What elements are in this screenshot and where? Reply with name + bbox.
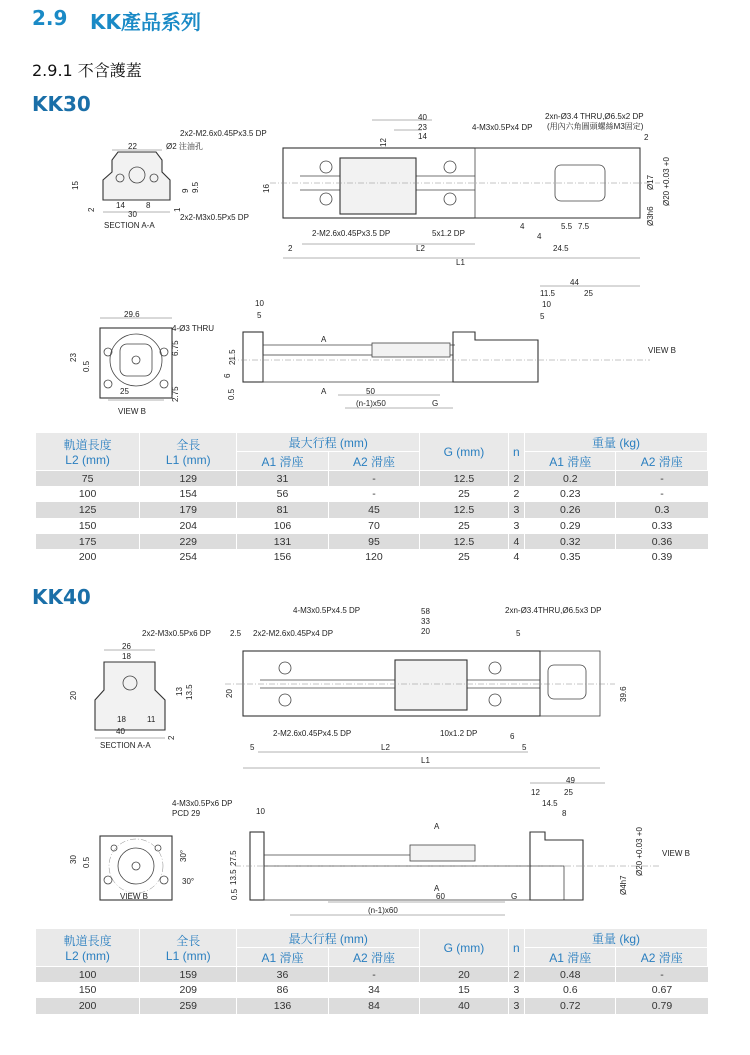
table-cell: 34 [328, 982, 419, 998]
dimension-label: G [432, 399, 439, 408]
table-cell: 0.39 [616, 549, 708, 565]
table-cell: 70 [328, 518, 419, 534]
dimension-label: 9 [181, 188, 190, 193]
dimension-label: 12 [531, 788, 540, 797]
table-cell: 40 [420, 998, 509, 1014]
table-cell: 120 [328, 549, 419, 565]
dimension-label: 5 [250, 743, 255, 752]
dimension-label: 25 [564, 788, 573, 797]
dimension-label: 8 [146, 201, 151, 210]
table-cell: 179 [140, 502, 237, 518]
dimension-label: 12 [379, 138, 388, 147]
dimension-label: 2.75 [171, 386, 180, 402]
dimension-label: L1 [421, 756, 430, 765]
dimension-label: 26 [122, 642, 131, 651]
table-cell: 0.33 [616, 518, 708, 534]
table-cell: 36 [237, 967, 328, 983]
dimension-label: L2 [416, 244, 425, 253]
table-cell: 0.3 [616, 502, 708, 518]
table-cell: 75 [36, 471, 140, 487]
dimension-label: 5x1.2 DP [432, 229, 465, 238]
table-row [36, 998, 708, 1014]
dimension-label: 10 [256, 807, 265, 816]
table-cell: 45 [328, 502, 419, 518]
dimension-label: 44 [570, 278, 579, 287]
table-cell: 175 [36, 534, 140, 550]
table-cell: 131 [237, 534, 328, 550]
col-stroke: 最大行程 (mm) [237, 433, 420, 452]
dimension-label: 50 [366, 387, 375, 396]
dimension-label: 20 [225, 689, 234, 698]
dimension-label: 18 [122, 652, 131, 661]
dimension-label: 58 [421, 607, 430, 616]
dimension-label: (用內六角圓頭螺絲M3固定) [547, 122, 644, 131]
table-cell: 0.67 [616, 982, 708, 998]
dimension-label: 2xn-Ø3.4 THRU,Ø6.5x2 DP [545, 112, 644, 121]
table-cell: 3 [508, 502, 524, 518]
dimension-label: G [511, 892, 518, 901]
table-cell: 3 [508, 982, 524, 998]
dimension-label: 13.5 [229, 869, 238, 885]
dimension-label: 14 [418, 132, 427, 141]
dimension-label: Ø4h7 [619, 875, 628, 895]
dimension-label: 18 [117, 715, 126, 724]
dimension-label: 40 [418, 113, 427, 122]
table-cell: 81 [237, 502, 328, 518]
table-row [36, 549, 708, 565]
table-row [36, 982, 708, 998]
table-cell: 56 [237, 486, 328, 502]
dimension-label: L2 [381, 743, 390, 752]
dimension-label: 10x1.2 DP [440, 729, 478, 738]
col-weight-a2: A2 滑座 [616, 452, 708, 471]
dimension-label: 6 [223, 373, 232, 378]
dimension-label: 15 [71, 181, 80, 190]
table-row [36, 486, 708, 502]
table-cell: 3 [508, 998, 524, 1014]
col-stroke: 最大行程 (mm) [237, 929, 420, 948]
col-n: n [508, 929, 524, 967]
table-row [36, 518, 708, 534]
table-cell: - [616, 967, 708, 983]
dimension-label: (n-1)x60 [368, 906, 398, 915]
dimension-label: 2-M2.6x0.45Px3.5 DP [312, 229, 391, 238]
dimension-label: 13 [175, 687, 184, 696]
kk40-spec-table [35, 928, 708, 1014]
table-cell: 84 [328, 998, 419, 1014]
table-cell: 254 [140, 549, 237, 565]
table-cell: 0.6 [525, 982, 616, 998]
table-cell: 200 [36, 998, 140, 1014]
dimension-label: 14.5 [542, 799, 558, 808]
dimension-label: 2x2-M3x0.5Px5 DP [180, 213, 249, 222]
table-cell: 106 [237, 518, 328, 534]
dimension-label: Ø3h6 [646, 206, 655, 226]
table-cell: 204 [140, 518, 237, 534]
dimension-label: 9.5 [191, 181, 200, 193]
table-cell: 0.72 [525, 998, 616, 1014]
table-cell: 154 [140, 486, 237, 502]
table-cell: - [616, 486, 708, 502]
dimension-label: 20 [69, 691, 78, 700]
dimension-label: 8 [562, 809, 567, 818]
dimension-label: VIEW B [662, 849, 691, 858]
col-n: n [508, 433, 524, 471]
dimension-label: 2-M2.6x0.45Px4.5 DP [273, 729, 352, 738]
dimension-label: 0.5 [82, 856, 91, 868]
dimension-label: 25 [584, 289, 593, 298]
dimension-label: 29.6 [124, 310, 140, 319]
dimension-label: 14 [116, 201, 125, 210]
dimension-label: 4-M3x0.5Px4 DP [472, 123, 533, 132]
dimension-label: Ø20 +0.03 +0 [635, 827, 644, 876]
dimension-label: 5 [516, 629, 521, 638]
table-cell: 0.79 [616, 998, 708, 1014]
dimension-label: 23 [418, 123, 427, 132]
table-cell: 2 [508, 486, 524, 502]
table-cell: 0.29 [525, 518, 616, 534]
model-kk40-title: KK40 [32, 585, 91, 609]
table-cell: 25 [420, 549, 509, 565]
dimension-label: 5 [540, 312, 545, 321]
dimension-label: A [434, 822, 440, 831]
col-stroke-a2: A2 滑座 [328, 452, 419, 471]
dimension-label: 13.5 [185, 684, 194, 700]
dimension-label: 0.5 [82, 360, 91, 372]
col-stroke-a2: A2 滑座 [328, 948, 419, 967]
dimension-label: 4 [520, 222, 525, 231]
table-row [36, 534, 708, 550]
dimension-label: Ø17 [646, 174, 655, 190]
dimension-label: A [434, 884, 440, 893]
table-cell: 0.2 [525, 471, 616, 487]
col-weight-a1: A1 滑座 [525, 948, 616, 967]
dimension-label: 21.5 [228, 349, 237, 365]
dimension-label: (n-1)x50 [356, 399, 386, 408]
table-cell: 4 [508, 549, 524, 565]
dimension-label: 2 [644, 133, 649, 142]
table-cell: 3 [508, 518, 524, 534]
dimension-label: 2 [167, 735, 176, 740]
col-l1: 全長 L1 (mm) [140, 929, 237, 967]
dimension-label: 24.5 [553, 244, 569, 253]
table-cell: 100 [36, 967, 140, 983]
table-row [36, 471, 708, 487]
table-cell: 12.5 [420, 534, 509, 550]
table-cell: 150 [36, 518, 140, 534]
table-cell: 150 [36, 982, 140, 998]
table-cell: 129 [140, 471, 237, 487]
table-cell: 0.26 [525, 502, 616, 518]
table-cell: 159 [140, 967, 237, 983]
dimension-label: 6.75 [171, 340, 180, 356]
table-cell: 12.5 [420, 471, 509, 487]
dimension-label: 4-M3x0.5Px4.5 DP [293, 606, 361, 615]
section-title: KK產品系列 [90, 10, 201, 34]
dimension-label: 16 [262, 184, 271, 193]
dimension-label: SECTION A-A [104, 221, 155, 230]
table-cell: 25 [420, 486, 509, 502]
table-cell: 86 [237, 982, 328, 998]
col-l1: 全長 L1 (mm) [140, 433, 237, 471]
dimension-label: 22 [128, 142, 137, 151]
dimension-label: 5 [522, 743, 527, 752]
dimension-label: 30° [182, 877, 195, 886]
table-row [36, 967, 708, 983]
dimension-label: 2x2-M3x0.5Px6 DP [142, 629, 211, 638]
table-cell: 12.5 [420, 502, 509, 518]
kk30-spec-table [35, 432, 708, 565]
dimension-label: VIEW B [118, 407, 147, 416]
col-weight: 重量 (kg) [525, 433, 708, 452]
dimension-label: A [321, 335, 327, 344]
dimension-label: Ø20 +0.03 +0 [662, 157, 671, 206]
dimension-label: 11.5 [540, 289, 555, 298]
table-cell: 136 [237, 998, 328, 1014]
table-cell: 200 [36, 549, 140, 565]
dimension-label: 7.5 [578, 222, 590, 231]
dimension-label: 27.5 [229, 850, 238, 866]
dimension-label: 2x2-M2.6x0.45Px4 DP [253, 629, 334, 638]
table-cell: 20 [420, 967, 509, 983]
dimension-label: 4 [537, 232, 542, 241]
col-weight-a1: A1 滑座 [525, 452, 616, 471]
table-cell: 0.32 [525, 534, 616, 550]
col-g: G (mm) [420, 929, 509, 967]
table-cell: 229 [140, 534, 237, 550]
table-cell: 259 [140, 998, 237, 1014]
dimension-label: 49 [566, 776, 575, 785]
dimension-label: 11 [147, 715, 156, 724]
table-cell: 25 [420, 518, 509, 534]
dimension-label: A [321, 387, 327, 396]
dimension-label: 30 [128, 210, 137, 219]
table-cell: - [328, 471, 419, 487]
dimension-label: 2xn-Ø3.4THRU,Ø6.5x3 DP [505, 606, 602, 615]
dimension-label: 30 [69, 855, 78, 864]
table-cell: 100 [36, 486, 140, 502]
dimension-label: 33 [421, 617, 430, 626]
table-cell: 2 [508, 471, 524, 487]
dimension-label: 60 [436, 892, 445, 901]
dimension-label: 0.5 [230, 888, 239, 900]
dimension-label: SECTION A-A [100, 741, 151, 750]
table-cell: 125 [36, 502, 140, 518]
table-cell: 2 [508, 967, 524, 983]
dimension-label: 10 [255, 299, 264, 308]
dimension-label: 20 [421, 627, 430, 636]
table-cell: 0.36 [616, 534, 708, 550]
dimension-label: 2.5 [230, 629, 242, 638]
col-l2: 軌道長度 L2 (mm) [36, 929, 140, 967]
dimension-label: 40 [116, 727, 125, 736]
table-cell: 0.23 [525, 486, 616, 502]
table-cell: 31 [237, 471, 328, 487]
dimension-label: 30° [179, 849, 188, 862]
table-cell: - [328, 967, 419, 983]
section-number: 2.9 [32, 6, 68, 30]
table-cell: - [616, 471, 708, 487]
col-weight: 重量 (kg) [525, 929, 708, 948]
dimension-label: 10 [542, 300, 551, 309]
dimension-label: 4-M3x0.5Px6 DP [172, 799, 233, 808]
dimension-label: 39.6 [619, 686, 628, 702]
table-cell: 4 [508, 534, 524, 550]
table-cell: - [328, 486, 419, 502]
dimension-label: 5 [257, 311, 262, 320]
col-stroke-a1: A1 滑座 [237, 948, 328, 967]
col-weight-a2: A2 滑座 [616, 948, 708, 967]
dimension-label: L1 [456, 258, 465, 267]
dimension-label: 1 [173, 207, 182, 212]
dimension-label: 5.5 [561, 222, 573, 231]
dimension-label: 2 [87, 207, 96, 212]
dimension-label: VIEW B [120, 892, 149, 901]
table-row [36, 502, 708, 518]
table-cell: 0.35 [525, 549, 616, 565]
dimension-label: 4-Ø3 THRU [172, 324, 215, 333]
table-cell: 209 [140, 982, 237, 998]
dimension-label: 23 [69, 353, 78, 362]
table-cell: 15 [420, 982, 509, 998]
table-cell: 95 [328, 534, 419, 550]
dimension-label: 2x2-M2.6x0.45Px3.5 DP [180, 129, 267, 138]
dimension-label: Ø2 注油孔 [166, 142, 203, 151]
dimension-label: 2 [288, 244, 293, 253]
dimension-label: 25 [120, 387, 129, 396]
dimension-label: PCD 29 [172, 809, 201, 818]
subsection-title: 2.9.1 不含護蓋 [32, 61, 142, 80]
table-cell: 156 [237, 549, 328, 565]
col-l2: 軌道長度 L2 (mm) [36, 433, 140, 471]
table-cell: 0.48 [525, 967, 616, 983]
dimension-label: 0.5 [227, 388, 236, 400]
dimension-label: 6 [510, 732, 515, 741]
col-stroke-a1: A1 滑座 [237, 452, 328, 471]
dimension-label: VIEW B [648, 346, 677, 355]
col-g: G (mm) [420, 433, 509, 471]
model-kk30-title: KK30 [32, 92, 91, 116]
